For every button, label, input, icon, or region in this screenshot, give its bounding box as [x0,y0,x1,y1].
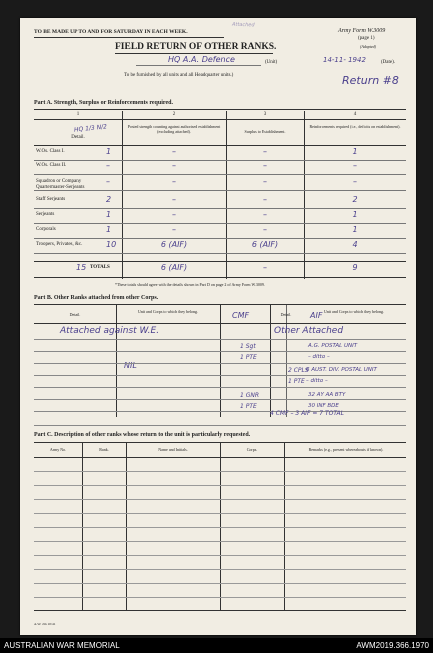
part-a-rule [34,109,406,110]
c-army-no-header: Army No. [49,447,67,452]
army-form-label: Army Form W.3009 [338,28,386,34]
attached-unit: – ditto – [308,354,330,360]
b-detail-header-1: Detail. [69,312,81,317]
row-surplus-value: 6 (AIF) [160,240,188,249]
c-remarks-header: Remarks (e.g., present whereabouts if known). [308,447,384,452]
part-a-table [34,111,406,279]
row-reinforcements-value: 1 [352,147,358,156]
unit-label: (Unit) [265,60,278,65]
row-establishment-value: – [263,161,267,170]
row-establishment-value: 6 (AIF) [251,240,279,249]
attached-detail: 1 PTE [240,403,257,410]
row-surplus-value: 6 (AIF) [160,263,188,272]
page-note: (page 1) [358,36,375,41]
c-name-header: Name and Initials. [158,447,188,452]
row-reinforcements-value: – [353,161,357,170]
document-page [20,18,416,635]
attached-detail: 1 PTE [240,354,257,361]
row-reinforcements-value: 4 [352,240,358,249]
row-label: Corporals [36,227,56,232]
attached-detail: 1 Sgt [240,343,256,350]
hw-totals: 4 CMF – 3 AIF = 7 TOTAL [270,410,344,417]
row-surplus-value: – [172,210,176,219]
row-label: Squadron or Company Quartermaster-Serjeants [36,179,85,190]
row-label: TOTALS [90,265,110,270]
row-surplus-value: – [172,225,176,234]
attached-detail: 2 CPLS [288,367,309,374]
row-label: Serjeants [36,212,55,217]
row-reinforcements-value: 2 [352,195,358,204]
row-reinforcements-value: 9 [352,263,358,272]
row-label: W.Os. Class I. [36,149,65,154]
row-reinforcements-value: 1 [352,210,358,219]
attached-unit: 30 INF BDE [308,403,339,409]
date-label: (Date). [381,60,396,65]
col-number-1: 1 [76,112,80,117]
part-a-footnote: *These totals should agree with the details shown in Part D on page 2 of Army Form W.3009. [115,282,265,287]
row-establishment-value: – [263,225,267,234]
unit-value: HQ A.A. Defence [168,55,235,64]
row-surplus-value: – [172,161,176,170]
c-rank-header: Rank. [99,447,109,452]
row-posted-value: 1 [106,225,112,234]
row-surplus-value: – [172,147,176,156]
instruction-text: To be furnished by all units and all Headquarter units.) [124,73,234,78]
row-label: Troopers, Privates, &c. [36,242,83,247]
row-establishment-value: – [263,177,267,186]
row-posted-value: – [106,177,110,186]
adapted-note: (Adapted) [360,44,376,49]
row-posted-value: 10 [106,240,117,249]
header-underline [34,37,224,38]
form-title: FIELD RETURN OF OTHER RANKS. [115,42,277,52]
footer-right-text: AWM2019.366.1970 [356,641,429,650]
footer-left-text: AUSTRALIAN WAR MEMORIAL [4,641,120,650]
attached-unit: 6 AUST. DIV. POSTAL UNIT [306,367,377,373]
detail-hw-note: HQ 1/3 N/2 [73,123,108,134]
attached-unit: 32 AY AA BTY [308,392,346,398]
row-label: Staff Serjeants [36,197,66,202]
hw-other-attached: Other Attached [274,326,344,336]
made-up-note: TO BE MADE UP TO AND FOR SATURDAY IN EACH WEEK. [34,29,188,35]
surplus-header: Surplus to Establishment. [244,129,286,134]
row-label: W.Os. Class II. [36,163,67,168]
b-detail-header-2: Detail. [280,312,292,317]
row-establishment-value: – [263,195,267,204]
row-posted-value: 15 [76,263,87,272]
part-b-title: Part B. Other Ranks attached from other Corps. [34,295,159,301]
row-surplus-value: – [172,177,176,186]
reinforcements-header: Reinforcements required (i.e., deficits on establishment). [309,124,401,129]
row-posted-value: 2 [106,195,112,204]
hw-attached-we: Attached against W.E. [60,326,160,336]
col-number-4: 4 [353,112,357,117]
attached-detail: 1 PTE [288,378,305,385]
row-establishment-value: – [263,210,267,219]
col-number-3: 3 [263,112,267,117]
row-posted-value: 1 [106,147,112,156]
part-c-separator [34,425,406,426]
row-establishment-value: – [263,263,267,272]
part-a-title: Part A. Strength, Surplus or Reinforcements required. [34,100,173,106]
hw-cmf: CMF [232,311,250,320]
b-unit-header-1: Unit and Corps to which they belong. [137,309,199,314]
row-establishment-value: – [263,147,267,156]
hw-aif: AIF [310,311,323,320]
title-underline [115,53,273,54]
part-c-title: Part C. Description of other ranks whose return to the unit is particularly requested. [34,432,251,438]
hw-nil: NIL [124,361,137,370]
part-b-table [34,305,406,417]
posted-header: Posted strength counting against authorised establishment (excluding attached). [127,124,221,134]
c-corps-header: Corps. [246,447,258,452]
attached-detail: 1 GNR [240,392,260,399]
row-posted-value: 1 [106,210,112,219]
date-value: 14-11- 1942 [323,56,366,64]
row-reinforcements-value: 1 [352,225,358,234]
row-posted-value: – [106,161,110,170]
detail-header: Detail. [71,135,85,140]
print-code: A.W. 2m 10/41 [34,622,56,626]
part-c-table [34,443,406,611]
b-unit-header-2: Unit and Corps to which they belong. [323,309,385,314]
col-number-2: 2 [172,112,176,117]
unit-line [136,65,261,66]
handwritten-top-note: Attached [231,21,255,29]
attached-unit: – ditto – [306,378,328,384]
handwritten-return: Return #8 [342,74,399,87]
archive-footer [0,638,433,653]
attached-unit: A.G. POSTAL UNIT [308,343,358,349]
row-surplus-value: – [172,195,176,204]
row-reinforcements-value: – [353,177,357,186]
